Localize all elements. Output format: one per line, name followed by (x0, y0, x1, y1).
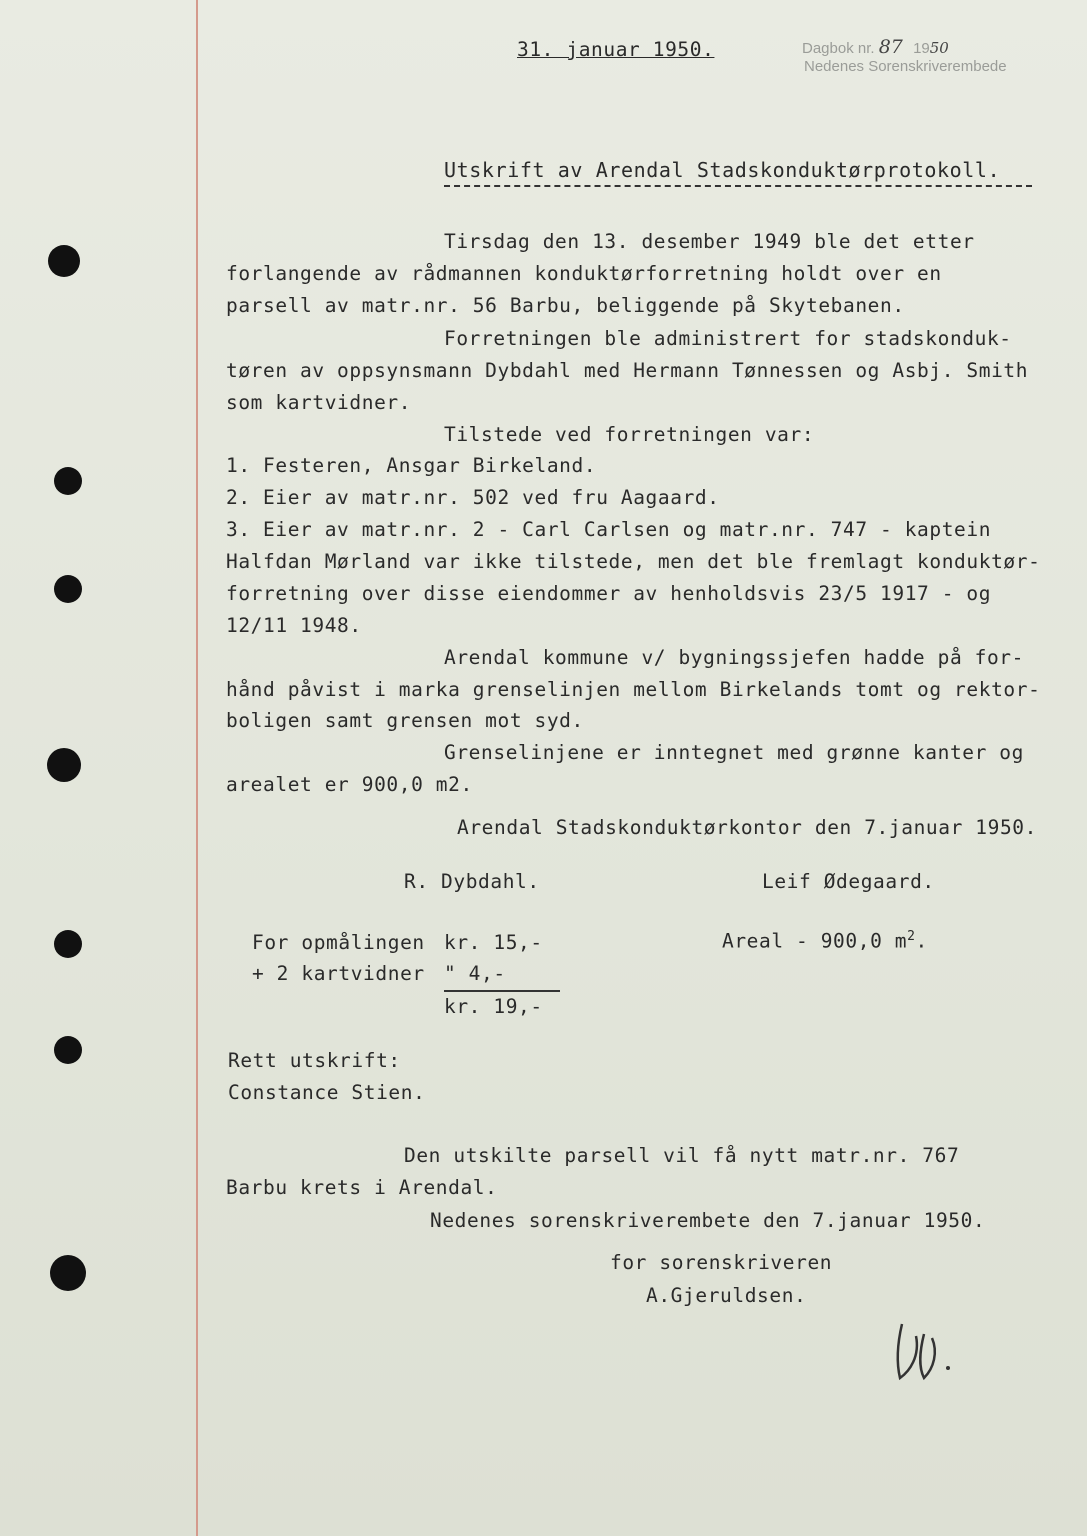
document-title: Utskrift av Arendal Stadskonduktørprotokoll. (444, 158, 1001, 182)
body-line: Arendal Stadskonduktørkontor den 7.januar 1950. (457, 816, 1037, 839)
fee-row-amount: " 4,- (444, 962, 506, 985)
body-line: Halfdan Mørland var ikke tilstede, men det ble fremlagt konduktør- (226, 550, 1041, 573)
title-underline (444, 185, 1032, 187)
body-line: Grenselinjene er inntegnet med grønne kanter og (444, 741, 1024, 764)
closing-line: Nedenes sorenskriverembete den 7.januar 1950. (430, 1209, 986, 1232)
closing-line: Den utskilte parsell vil få nytt matr.nr. 767 (404, 1144, 960, 1167)
body-line: 12/11 1948. (226, 614, 362, 637)
body-line: forlangende av rådmannen konduktørforretning holdt over en (226, 262, 942, 285)
court-stamp: Nedenes Sorenskriverembede (804, 58, 1007, 75)
body-line: parsell av matr.nr. 56 Barbu, beliggende på Skytebanen. (226, 294, 905, 317)
punch-hole (47, 748, 81, 782)
header-date: 31. januar 1950. (517, 38, 715, 61)
punch-hole (50, 1255, 86, 1291)
body-line: Tilstede ved forretningen var: (444, 423, 815, 446)
body-line: Arendal kommune v/ bygningssjefen hadde på for- (444, 646, 1024, 669)
closing-line: Barbu krets i Arendal. (226, 1176, 498, 1199)
punch-hole (54, 575, 82, 603)
body-line: som kartvidner. (226, 391, 412, 414)
signature-right: Leif Ødegaard. (762, 870, 935, 893)
certification-label: Rett utskrift: (228, 1049, 401, 1072)
punch-hole (54, 930, 82, 958)
handwritten-initials (880, 1316, 960, 1386)
closing-signature: A.Gjeruldsen. (646, 1284, 807, 1307)
certification-name: Constance Stien. (228, 1081, 426, 1104)
punch-hole (54, 1036, 82, 1064)
margin-rule (196, 0, 198, 1536)
body-line: hånd påvist i marka grenselinjen mellom Birkelands tomt og rektor- (226, 678, 1041, 701)
journal-stamp: Dagbok nr. 87 1950 (802, 36, 949, 58)
body-line: Forretningen ble administrert for stadskonduk- (444, 327, 1012, 350)
body-line: 1. Festeren, Ansgar Birkeland. (226, 454, 597, 477)
body-line: 2. Eier av matr.nr. 502 ved fru Aagaard. (226, 486, 720, 509)
body-line: arealet er 900,0 m2. (226, 773, 473, 796)
sum-underline (444, 990, 560, 992)
closing-line: for sorenskriveren (610, 1251, 833, 1274)
fee-row-label: + 2 kartvidner (252, 962, 425, 985)
body-line: Tirsdag den 13. desember 1949 ble det etter (444, 230, 975, 253)
area-value: Areal - 900,0 $m^2$. (722, 929, 928, 953)
fee-row-amount: kr. 15,- (444, 931, 543, 954)
punch-hole (48, 245, 80, 277)
body-line: boligen samt grensen mot syd. (226, 709, 584, 732)
body-line: forretning over disse eiendommer av henholdsvis 23/5 1917 - og (226, 582, 992, 605)
punch-hole (54, 467, 82, 495)
body-line: 3. Eier av matr.nr. 2 - Carl Carlsen og matr.nr. 747 - kaptein (226, 518, 992, 541)
fee-row-label: For opmålingen (252, 931, 425, 954)
fee-total: kr. 19,- (444, 995, 543, 1018)
signature-left: R. Dybdahl. (404, 870, 540, 893)
body-line: tøren av oppsynsmann Dybdahl med Hermann Tønnessen og Asbj. Smith (226, 359, 1029, 382)
